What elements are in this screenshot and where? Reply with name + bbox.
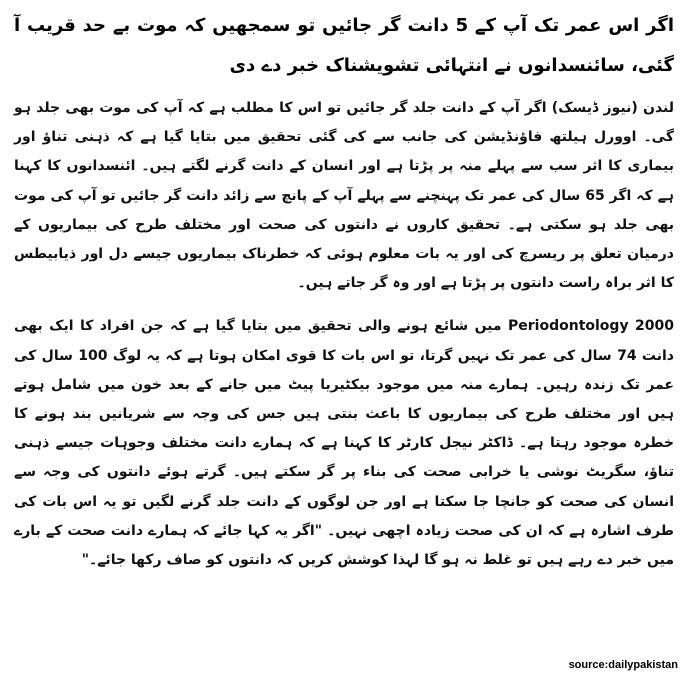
news-article — [14, 6, 674, 589]
article-paragraph-2: Periodontology 2000 میں شائع ہونے والی تحقیق میں بتایا گیا ہے کہ جن افراد کا ایک بھی دانت 74 سال کی عمر تک نہیں گرتا، تو اس بات کا قوی امکان ہوتا ہے کہ یہ لوگ 100 سال کی عمر تک زندہ رہیں۔ ہمارے منہ میں موجود بیکٹیریا پیٹ میں جانے کے بعد خون میں شامل ہوتے ہیں اور مختلف طرح کی بیماریوں کا باعث بنتی ہیں جس کی وجہ سے شریانیں بند ہونے کا خطرہ موجود رہتا ہے۔ ڈاکٹر نیجل کارٹر کا کہنا ہے کہ ہمارے دانت مختلف وجوہات جیسے ذہنی تناؤ، سگریٹ نوشی یا خرابی صحت کی بناء پر گر سکتے ہیں۔ گرتے ہوئے دانتوں کی وجہ سے انسان کی صحت کو جانچا جا سکتا ہے اور جن لوگوں کے دانت جلد گرنے لگیں تو یہ اس بات کی طرف اشارہ ہے کہ ان کی صحت زیادہ اچھی نہیں۔ "اگر یہ کہا جائے کہ ہمارے دانت صحت کے بارے میں خبر دے رہے ہیں تو غلط نہ ہو گا لہذا کوشش کریں کہ دانتوں کو صاف رکھا جائے۔" — [14, 318, 674, 569]
source-credit: source:dailypakistan — [568, 659, 678, 671]
article-paragraph-1: لندن (نیوز ڈیسک) اگر آپ کے دانت جلد گر جائیں تو اس کا مطلب ہے کہ آپ کی موت بھی جلد ہو گی۔ اوورل ہیلتھ فاؤنڈیشن کی جانب سے کی گئی تحقیق میں بتایا گیا ہے کہ ذہنی تناؤ اور بیماری کا اثر سب سے پہلے منہ پر پڑتا ہے اور انسان کے دانت گرنے لگتے ہیں۔ ائنسدانوں کا کہنا ہے کہ اگر 65 سال کی عمر تک پہنچنے سے پہلے آپ کے پانچ سے زائد دانت گر جائیں تو آپ کی موت بھی جلد ہو سکتی ہے۔ تحقیق کاروں نے دانتوں کی صحت اور مختلف طرح کی بیماریوں کے درمیان تعلق پر ریسرچ کی اور یہ بات معلوم ہوئی کہ خطرناک بیماریوں جیسے دل اور ذیابیطس کا اثر براہ راست دانتوں پر پڑتا ہے اور وہ گر جاتے ہیں۔ — [14, 100, 674, 292]
article-headline: اگر اس عمر تک آپ کے 5 دانت گر جائیں تو سمجھیں کہ موت بے حد قریب آ گئی، سائنسدانوں نے انتہائی تشویشناک خبر دے دی — [14, 15, 674, 76]
